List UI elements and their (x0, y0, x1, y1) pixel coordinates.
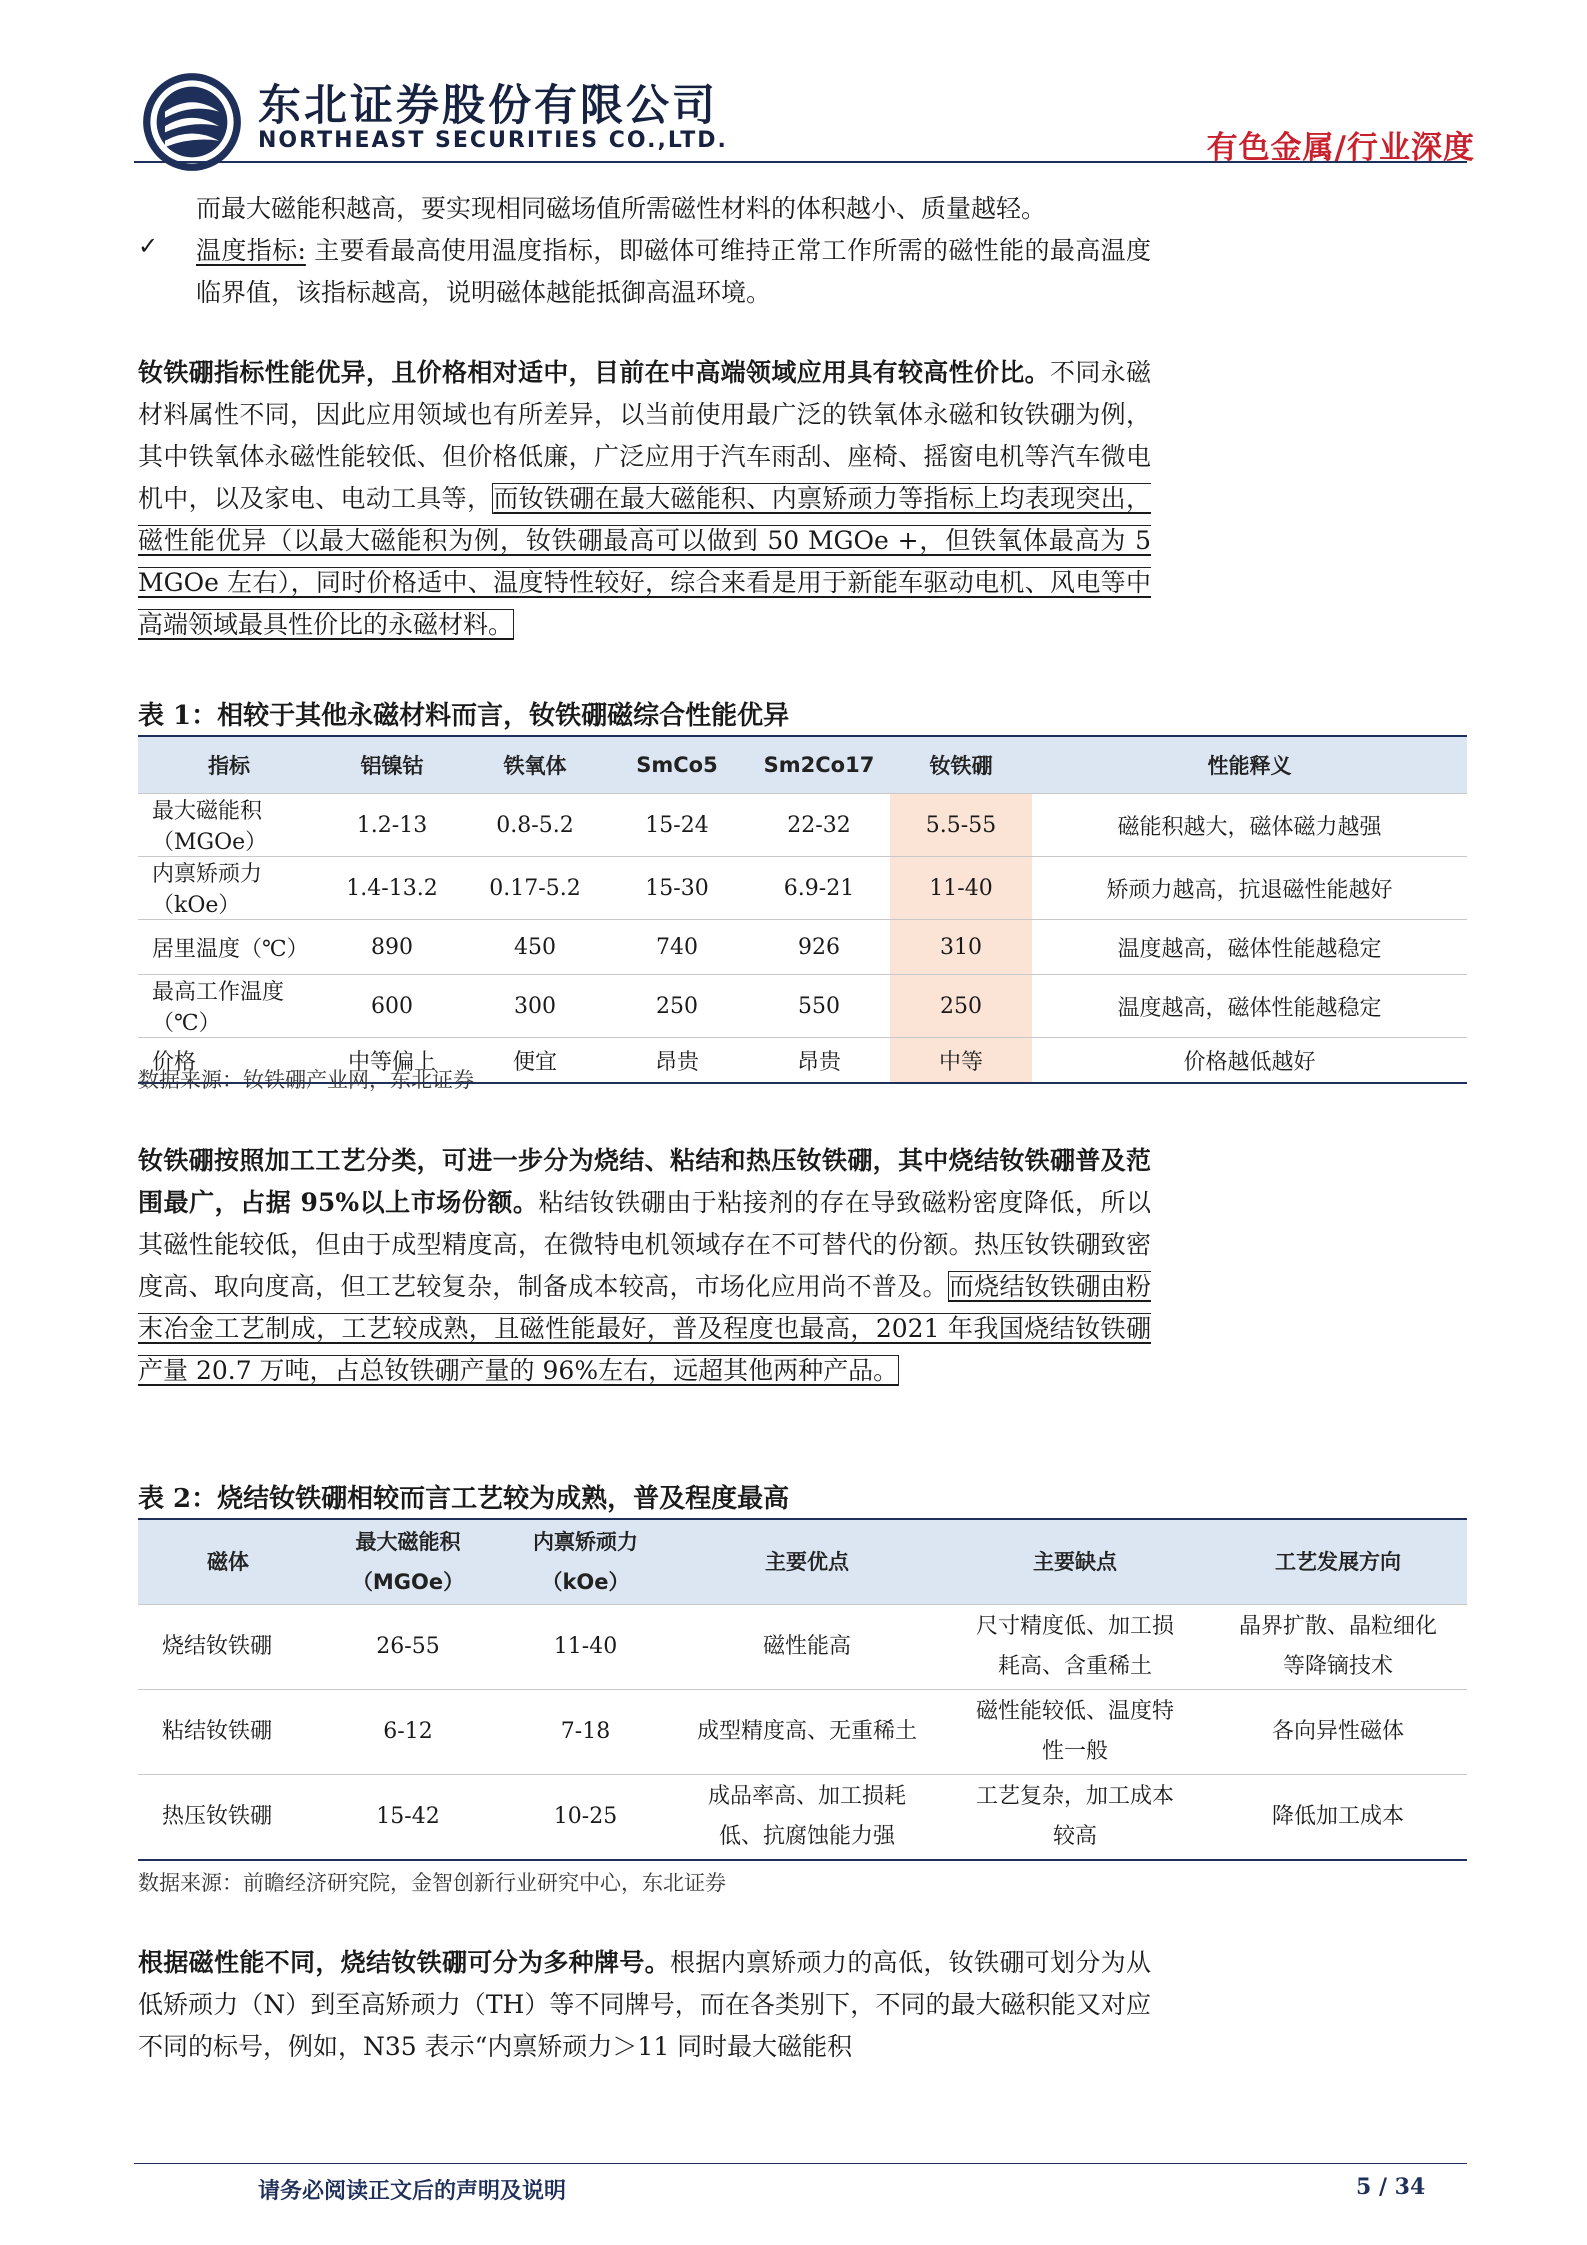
table-header-row (138, 1519, 1467, 1605)
table-header: 主要缺点 (941, 1519, 1209, 1605)
paragraph-ndfeb-performance (138, 352, 1151, 646)
table-cell: 1.4-13.2 (320, 857, 464, 920)
table-cell: 15-30 (606, 857, 748, 920)
table2-title: 表 2：烧结钕铁硼相较而言工艺较为成熟，普及程度最高 (138, 1484, 790, 1514)
table-header: 钕铁硼 (890, 736, 1032, 794)
table-cell: 15-24 (606, 794, 748, 857)
table-cell: 26-55 (318, 1605, 498, 1690)
table-cell: 内禀矫顽力（kOe） (138, 857, 320, 920)
footer-disclaimer: 请务必阅读正文后的声明及说明 (258, 2179, 567, 2204)
paragraph-highlight: 而烧结钕铁硼由粉末冶金工艺制成，工艺较成熟，且磁性能最好，普及程度也最高，2021 年我国烧结钕铁硼产量 20.7 万吨，占总钕铁硼产量的 96%左右，远超其他两种产品。 (138, 1272, 1151, 1385)
table-header: 铁氧体 (464, 736, 606, 794)
table-cell: 890 (320, 920, 464, 975)
table-header: Sm2Co17 (748, 736, 890, 794)
paragraph-heading: 根据磁性能不同，烧结钕铁硼可分为多种牌号。 (138, 1948, 670, 1977)
table2-sintered-comparison (138, 1518, 1467, 1861)
table1-source: 数据来源：钕铁硼产业网，东北证券 (138, 1068, 474, 1092)
table-cell: 成品率高、加工损耗低、抗腐蚀能力强 (673, 1775, 941, 1861)
report-category: 有色金属/行业深度 (1206, 130, 1475, 166)
table-cell: 矫顽力越高，抗退磁性能越好 (1032, 857, 1467, 920)
table-cell: 11-40 (498, 1605, 673, 1690)
table-cell: 工艺复杂，加工成本较高 (941, 1775, 1209, 1861)
paragraph-heading: 钕铁硼指标性能优异，且价格相对适中，目前在中高端领域应用具有较高性价比。 (138, 358, 1050, 387)
table-cell: 0.8-5.2 (464, 794, 606, 857)
table-cell: 居里温度（℃） (138, 920, 320, 975)
page-number: 5 / 34 (1356, 2174, 1426, 2200)
table2-source: 数据来源：前瞻经济研究院，金智创新行业研究中心，东北证券 (138, 1871, 726, 1895)
table-cell: 6-12 (318, 1690, 498, 1775)
company-logo-icon (140, 70, 244, 174)
table-header: 最大磁能积（MGOe） (318, 1519, 498, 1605)
table-cell: 10-25 (498, 1775, 673, 1861)
table-cell: 250 (606, 975, 748, 1038)
table-header: 主要优点 (673, 1519, 941, 1605)
table1-title: 表 1：相较于其他永磁材料而言，钕铁硼磁综合性能优异 (138, 701, 790, 731)
table-header-row (138, 736, 1467, 794)
check-mark-icon: ✓ (138, 232, 159, 260)
table-cell: 22-32 (748, 794, 890, 857)
table-row (138, 1775, 1467, 1861)
table-cell-highlight: 310 (890, 920, 1032, 975)
table-cell: 昂贵 (606, 1038, 748, 1084)
table-cell: 7-18 (498, 1690, 673, 1775)
table-cell: 中等偏上 (320, 1038, 464, 1084)
company-name-cn: 东北证券股份有限公司 (258, 81, 718, 131)
company-name-en: NORTHEAST SECURITIES CO.,LTD. (258, 128, 728, 153)
table-cell: 磁性能高 (673, 1605, 941, 1690)
table-header: 铝镍钴 (320, 736, 464, 794)
table1-magnet-comparison (138, 735, 1467, 1084)
table-cell: 价格 (138, 1038, 320, 1084)
paragraph-body: 根据内禀矫顽力的高低，钕铁硼可划分为从低矫顽力（N）到至高矫顽力（TH）等不同牌号，而在各类别下，不同的最大磁积能又对应不同的标号，例如，N35 表示“内禀矫顽力＞11 同时最大磁能积 (138, 1948, 1151, 2061)
table-header: SmCo5 (606, 736, 748, 794)
table-cell: 温度越高，磁体性能越稳定 (1032, 975, 1467, 1038)
table-cell: 昂贵 (748, 1038, 890, 1084)
paragraph-body: 不同永磁材料属性不同，因此应用领域也有所差异，以当前使用最广泛的铁氧体永磁和钕铁硼为例，其中铁氧体永磁性能较低、但价格低廉，广泛应用于汽车雨刮、座椅、摇窗电机等汽车微电机中，以及家电、电动工具等， (138, 358, 1151, 513)
table-cell: 热压钕铁硼 (138, 1775, 318, 1861)
table-row (138, 920, 1467, 975)
table-cell: 0.17-5.2 (464, 857, 606, 920)
table-cell: 价格越低越好 (1032, 1038, 1467, 1084)
table-cell: 晶界扩散、晶粒细化等降镝技术 (1209, 1605, 1467, 1690)
paragraph-heading: 钕铁硼按照加工工艺分类，可进一步分为烧结、粘结和热压钕铁硼，其中烧结钕铁硼普及范围最广，占据 95%以上市场份额。 (138, 1146, 1151, 1217)
intro-line: 而最大磁能积越高，要实现相同磁场值所需磁性材料的体积越小、质量越轻。 (196, 194, 1047, 223)
temperature-text: 主要看最高使用温度指标，即磁体可维持正常工作所需的磁性能的最高温度临界值，该指标越高，说明磁体越能抵御高温环境。 (196, 236, 1151, 307)
temperature-label: 温度指标: (196, 236, 306, 265)
table-cell-highlight: 11-40 (890, 857, 1032, 920)
table-row (138, 1690, 1467, 1775)
table-cell: 550 (748, 975, 890, 1038)
table-cell: 600 (320, 975, 464, 1038)
table-cell: 降低加工成本 (1209, 1775, 1467, 1861)
paragraph-body: 粘结钕铁硼由于粘接剂的存在导致磁粉密度降低，所以其磁性能较低，但由于成型精度高，在微特电机领域存在不可替代的份额。热压钕铁硼致密度高、取向度高，但工艺较复杂，制备成本较高，市场化应用尚不普及。 (138, 1188, 1151, 1301)
table-cell: 磁性能较低、温度特性一般 (941, 1690, 1209, 1775)
table-cell: 烧结钕铁硼 (138, 1605, 318, 1690)
table-cell: 最高工作温度（℃） (138, 975, 320, 1038)
table-cell: 便宜 (464, 1038, 606, 1084)
table-header: 磁体 (138, 1519, 318, 1605)
footer-divider (134, 2163, 1467, 2164)
table-cell: 成型精度高、无重稀土 (673, 1690, 941, 1775)
table-row (138, 1605, 1467, 1690)
table-header: 工艺发展方向 (1209, 1519, 1467, 1605)
table-cell: 15-42 (318, 1775, 498, 1861)
paragraph-highlight: 而钕铁硼在最大磁能积、内禀矫顽力等指标上均表现突出，磁性能优异（以最大磁能积为例，钕铁硼最高可以做到 50 MGOe +，但铁氧体最高为 5 MGOe 左右），同时价格适中、温度特性较好，综合来看是用于新能车驱动电机、风电等中高端领域最具性价比的永磁材料。 (138, 484, 1151, 639)
table-cell: 740 (606, 920, 748, 975)
table-cell: 磁能积越大，磁体磁力越强 (1032, 794, 1467, 857)
temperature-indicator (138, 230, 1151, 314)
table-cell: 各向异性磁体 (1209, 1690, 1467, 1775)
table-cell: 温度越高，磁体性能越稳定 (1032, 920, 1467, 975)
table-cell: 1.2-13 (320, 794, 464, 857)
paragraph-process-classification (138, 1140, 1151, 1392)
table-row (138, 975, 1467, 1038)
table-cell: 6.9-21 (748, 857, 890, 920)
table-cell: 最大磁能积（MGOe） (138, 794, 320, 857)
table-cell: 450 (464, 920, 606, 975)
table-row (138, 794, 1467, 857)
table-cell-highlight: 5.5-55 (890, 794, 1032, 857)
table-cell-highlight: 中等 (890, 1038, 1032, 1084)
table-cell-highlight: 250 (890, 975, 1032, 1038)
intro-text (138, 188, 1151, 314)
paragraph-grades (138, 1942, 1151, 2068)
header-divider (134, 161, 1467, 163)
table-cell: 926 (748, 920, 890, 975)
table-header: 指标 (138, 736, 320, 794)
table-cell: 300 (464, 975, 606, 1038)
table-row (138, 857, 1467, 920)
table-cell: 尺寸精度低、加工损耗高、含重稀土 (941, 1605, 1209, 1690)
table-header: 性能释义 (1032, 736, 1467, 794)
table-header: 内禀矫顽力（kOe） (498, 1519, 673, 1605)
table-cell: 粘结钕铁硼 (138, 1690, 318, 1775)
